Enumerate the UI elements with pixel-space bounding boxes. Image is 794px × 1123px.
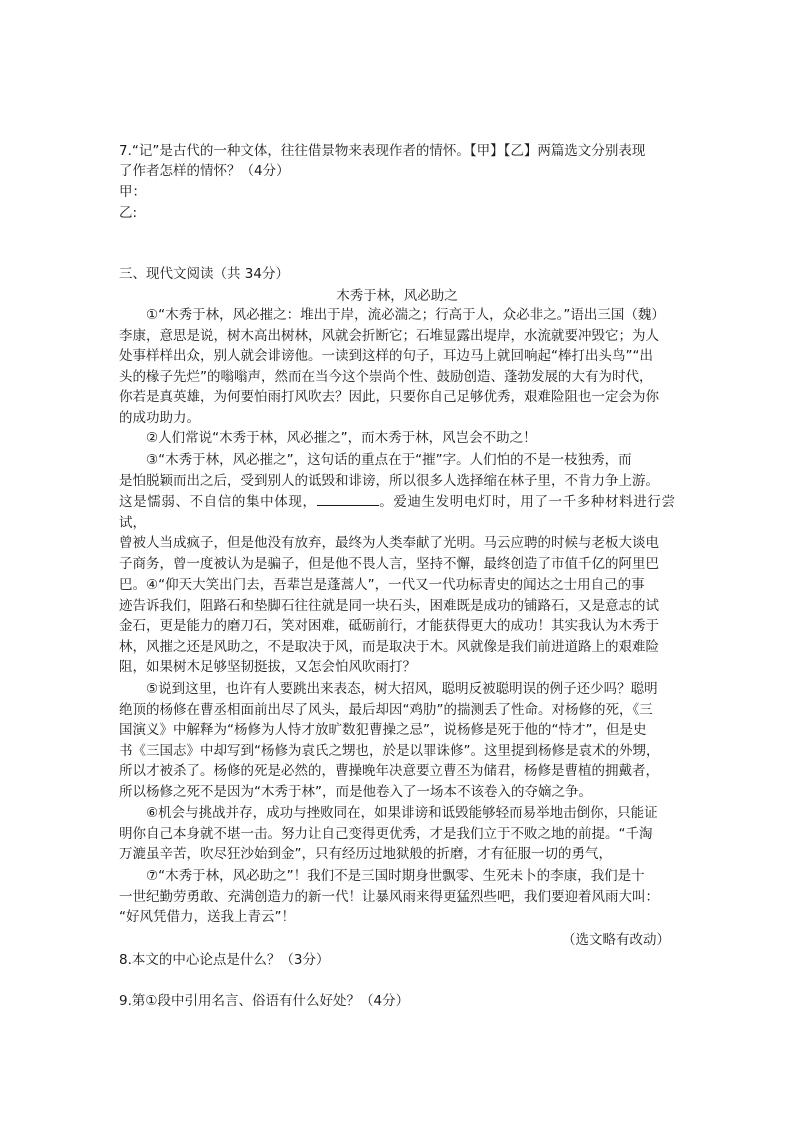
paragraph-1-line: ①“木秀于林，风必摧之：堆出于岸，流必湍之；行高于人，众必非之。”语出三国（魏）: [146, 307, 665, 323]
question-9-text: 9.第①段中引用名言、俗语有什么好处？（4分）: [119, 993, 410, 1009]
paragraph-4-line: 迹告诉我们，阻路石和垫脚石往往就是同一块石头，困难既是成功的铺路石，又是意志的试: [119, 597, 659, 614]
paragraph-5-line: 国演义》中解释为“杨修为人恃才放旷数犯曹操之忌”，说杨修是死于他的“恃才”，但是史: [119, 722, 647, 739]
paragraph-2: [119, 428, 675, 449]
question-7-text-line2: 了作者怎样的情怀？（4分）: [119, 163, 290, 179]
fill-in-blank: [317, 491, 379, 506]
paragraph-3-line: 巴。: [119, 576, 146, 593]
paragraph-4: [119, 575, 675, 678]
answer-label-yi: 乙:: [119, 205, 138, 221]
paragraph-3: [119, 450, 675, 595]
paragraph-5-line: 书《三国志》中却写到“杨修为袁氏之甥也，於是以罪诛修”。这里提到杨修是袁术的外甥，: [119, 742, 660, 759]
blank-prefix-text: 这是懦弱、不自信的集中体现，: [119, 494, 317, 511]
paragraph-1: [119, 305, 675, 429]
paragraph-1-line: 的成功助力。: [119, 409, 200, 426]
paragraph-3-line-with-blank: [119, 491, 675, 533]
paragraph-5-line: 所以才被杀了。杨修的死是必然的，曹操晚年决意要立曹丕为储君，杨修是曹植的拥戴者，: [119, 763, 659, 780]
paragraph-7-line: “好风凭借力，送我上青云”！: [119, 909, 295, 926]
paragraph-1-line: 处事样样出众，别人就会诽谤他。一读到这样的句子，耳边马上就回响起“棒打出头鸟”“出: [119, 348, 653, 365]
paragraph-3-line: 是怕脱颖而出之后，受到别人的诋毁和诽谤，所以很多人选择缩在林子里，不肯力争上游。: [119, 472, 659, 489]
paragraph-1-line: 你若是真英雄，为何要怕雨打风吹去？因此，只要你自己足够优秀，艰难险阻也一定会为你: [119, 389, 659, 406]
blank-suffix-text: 。爱迪生发明电灯时，用了一千多种材料进行尝试，: [119, 494, 676, 531]
paragraph-2-line: ②人们常说“木秀于林，风必摧之”，而木秀于林，风岂会不助之！: [146, 430, 537, 446]
paragraph-7-line: ⑦“木秀于林，风必助之”！我们不是三国时期身世飘零、生死未卜的李康，我们是十: [146, 868, 645, 884]
paragraph-7-line: 一世纪勤劳勇敢、充满创造力的新一代！让暴风雨来得更猛烈些吧，我们要迎着风雨大叫：: [119, 888, 659, 905]
paragraph-6-line: ⑥机会与挑战并存，成功与挫败同在，如果诽谤和诋毁能够轻而易举地击倒你，只能证: [146, 805, 658, 821]
paragraph-4-line: 金石，更是能力的磨刀石，笑对困难，砥砺前行，才能获得更大的成功！其实我认为木秀于: [119, 618, 659, 635]
section-heading: 三、现代文阅读（共 34分）: [119, 266, 289, 282]
paragraph-7: [119, 866, 675, 928]
paragraph-6: [119, 803, 675, 865]
paragraph-6-line: 万漉虽辛苦，吹尽狂沙始到金”，只有经历过地狱般的折磨，才有征服一切的勇气，: [119, 846, 612, 863]
answer-label-jia: 甲：: [119, 184, 146, 200]
paragraph-5-line: ⑤说到这里，也许有人要跳出来表态，树大招风，聪明反被聪明误的例子还少吗？聪明: [146, 681, 658, 697]
paragraph-5-line: 所以杨修之死不是因为“木秀于林”，而是他卷入了一场本不该卷入的夺嫡之争。: [119, 783, 592, 800]
paragraph-5-line: 绝顶的杨修在曹丞相面前出尽了风头，最后却因“鸡肋”的揣测丢了性命。对杨修的死，《三: [119, 701, 653, 718]
paragraph-4-line: ④“仰天大笑出门去，吾辈岂是蓬蒿人”，一代又一代功标青史的闻达之士用自己的事: [146, 577, 645, 593]
question-8-text: 8.本文的中心论点是什么？（3分）: [119, 952, 330, 968]
paragraph-3-line: ③“木秀于林，风必摧之”，这句话的重点在于“摧”字。人们怕的不是一枝独秀，而: [146, 452, 632, 468]
paragraph-5: [119, 679, 675, 803]
paragraph-3-line: 曾被人当成疯子，但是他没有放弃，最终为人类奉献了光明。马云应聘的时候与老板大谈电: [119, 535, 659, 552]
question-7-text-line1: 7.“记”是古代的一种文体，往往借景物来表现作者的情怀。【甲】【乙】两篇选文分别表现: [119, 143, 646, 159]
paragraph-6-line: 明你自己本身就不堪一击。努力让自己变得更优秀，才是我们立于不败之地的前提。“千淘: [119, 825, 653, 842]
paragraph-3-line: 子商务，曾一度被认为是骗子，但是他不畏人言，坚持不懈，最终创造了市值千亿的阿里巴: [119, 555, 659, 572]
paragraph-1-line: 头的椽子先烂”的嗡嗡声，然而在当今这个崇尚个性、鼓励创造、蓬勃发展的大有为时代，: [119, 368, 653, 385]
paragraph-4-line: 阻，如果树木足够坚韧挺拔，又怎会怕风吹雨打？: [119, 659, 416, 676]
passage-title: 木秀于林，风必助之: [336, 288, 458, 304]
source-note: （选文略有改动）: [562, 932, 670, 948]
paragraph-4-line: 林，风摧之还是风助之，不是取决于风，而是取决于木。风就像是我们前进道路上的艰难险: [119, 638, 659, 655]
paragraph-1-line: 李康，意思是说，树木高出树林，风就会折断它；石堆显露出堤岸，水流就要冲毁它；为人: [119, 327, 659, 344]
